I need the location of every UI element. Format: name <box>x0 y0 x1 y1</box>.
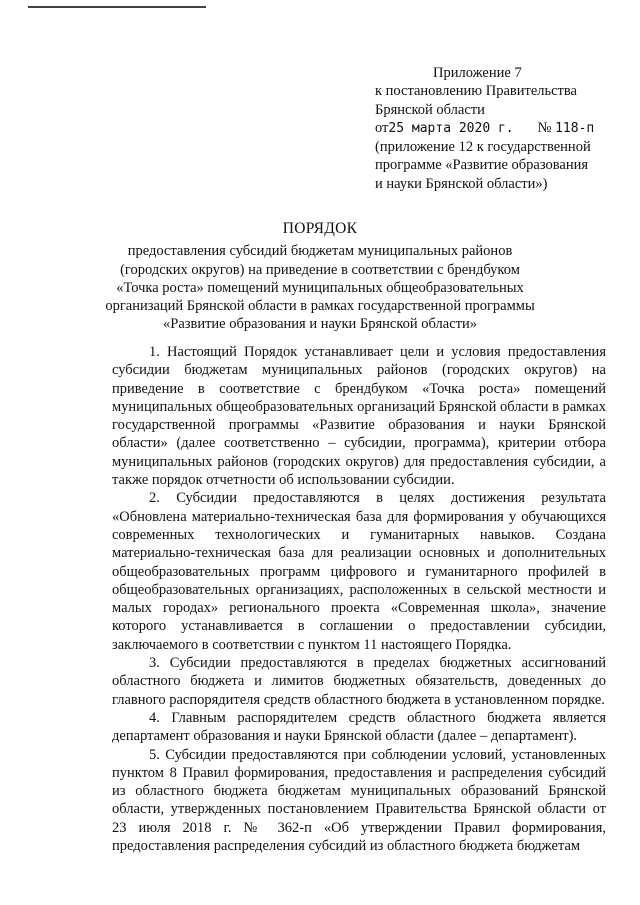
paragraph-2: 2. Субсидии предоставляются в целях достижения результата «Обновлена материально-техническая база для формирования у обучающихся современных технологических и гуманитарных навыков. Создана материально-техническая база для реализации основных и дополнительных общеобразовательных программ цифрового и гуманитарного профилей в общеобразовательных организациях, расположенных в сельской местности и малых городах» регионального проекта «Современная школа», значение которого устанавливается в соглашении о предоставлении субсидии, заключаемого в соответствии с пунктом 11 настоящего Порядка. <box>112 490 606 653</box>
appendix-note-line-1: (приложение 12 к государственной <box>375 139 591 156</box>
paragraph-1: 1. Настоящий Порядок устанавливает цели и условия предоставления субсидии бюджетам муниципальных районов (городских округов) на приведение в соответствие с брендбуком «Точка роста» помещений муниципальных общеобразовательных организаций Брянской области в рамках государственной программы «Развитие образования и науки Брянской области» (далее соответственно – субсидии, программа), критерии отбора муниципальных районов (городских округов) для предоставления субсидии, а также порядок отчетности об использовании субсидии. <box>112 344 606 489</box>
appendix-number: Приложение 7 <box>433 65 522 81</box>
document-subtitle: предоставления субсидий бюджетам муниципальных районов (городских округов) на приведение в соответствии с брендбуком «Точка роста» помещений муниципальных общеобразовательных организаций Брянской области в рамках государственной программы «Развитие образования и науки Брянской области» <box>105 243 535 333</box>
appendix-date-line <box>375 119 635 138</box>
document-body <box>112 343 606 855</box>
appendix-block <box>375 64 635 193</box>
date-prefix: от <box>375 119 389 136</box>
number-prefix: № <box>537 119 552 136</box>
paragraph-3: 3. Субсидии предоставляются в пределах бюджетных ассигнований областного бюджета и лимитов бюджетных обязательств, доведенных до главного распорядителя средств областного бюджета в установленном порядке. <box>112 655 606 708</box>
paragraph-4: 4. Главным распорядителем средств областного бюджета является департамент образования и науки Брянской области (далее – департамент). <box>112 709 606 745</box>
appendix-note-line-3: и науки Брянской области») <box>375 175 548 192</box>
appendix-ref-line: к постановлению Правительства <box>375 83 577 100</box>
date-value: 25 марта 2020 г. <box>388 120 514 136</box>
appendix-region-line: Брянской области <box>375 101 485 118</box>
scan-top-line <box>28 6 206 8</box>
number-value: 118-п <box>555 120 595 136</box>
document-title-block <box>100 220 540 334</box>
document-heading: ПОРЯДОК <box>282 220 358 237</box>
paragraph-5: 5. Субсидии предоставляются при соблюдении условий, установленных пунктом 8 Правил формирования, предоставления и распределения субсидий из областного бюджета бюджетам муниципальных образований Брянской области, утвержденных постановлением Правительства Брянской области от 23 июля 2018 г. № 362-п «Об утверждении Правил формирования, предоставления распределения субсидий из областного бюджета бюджетам <box>112 746 606 855</box>
appendix-note-line-2: программе «Развитие образования <box>375 157 589 174</box>
